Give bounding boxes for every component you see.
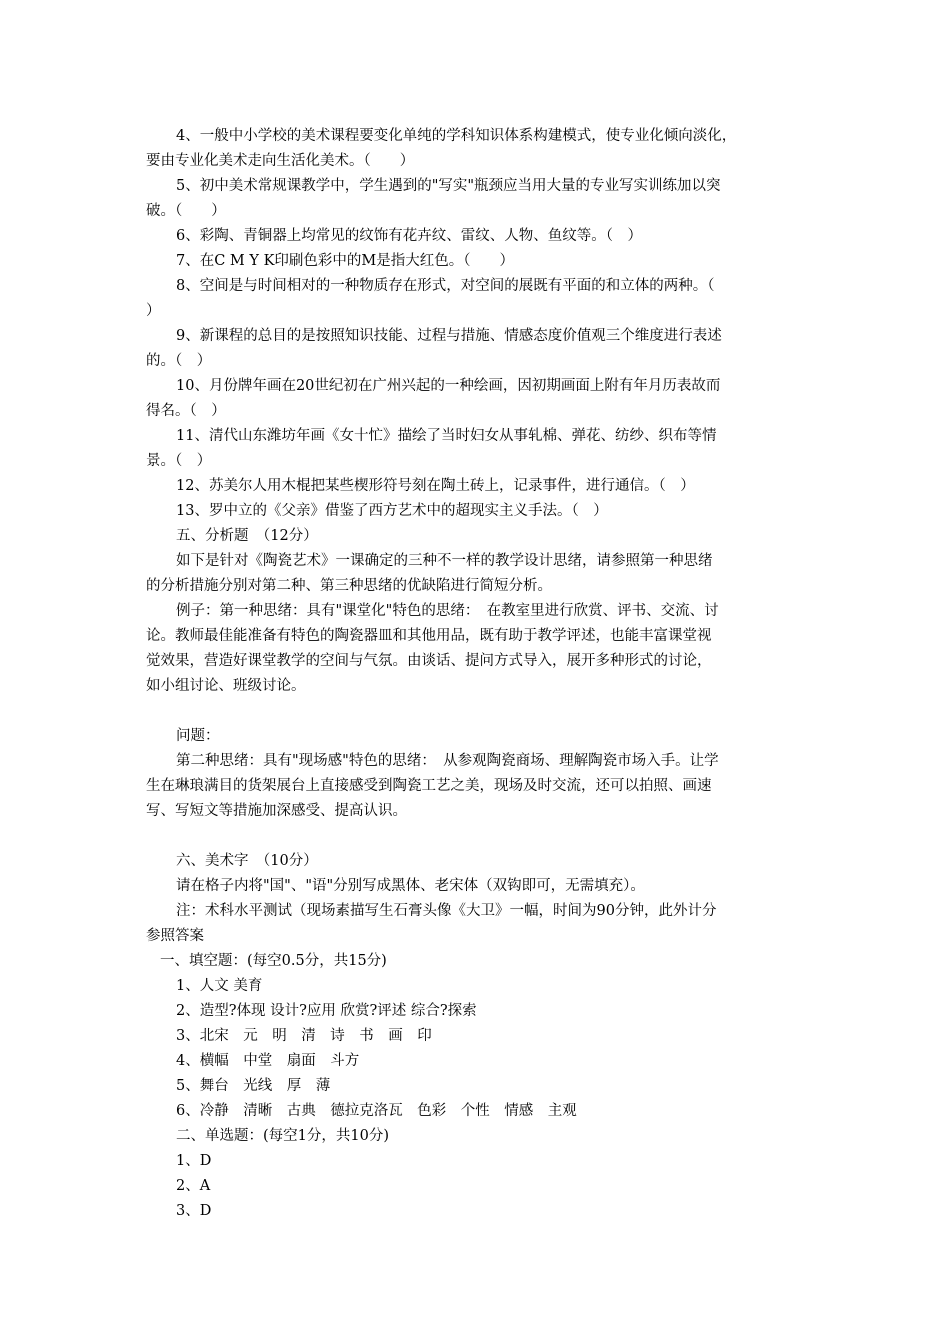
text-line: 注：术科水平测试（现场素描写生石膏头像《大卫》一幅，时间为90分钟，此外计分 bbox=[176, 903, 717, 919]
text-line: 1、D bbox=[176, 1153, 212, 1169]
text-line: 觉效果，营造好课堂教学的空间与气氛。由谈话、提问方式导入，展开多种形式的讨论， bbox=[146, 653, 712, 669]
text-line: 11、清代山东潍坊年画《女十忙》描绘了当时妇女从事轧棉、弹花、纺纱、织布等情 bbox=[176, 428, 717, 444]
text-line: 2、造型?体现 设计?应用 欣赏?评述 综合?探索 bbox=[176, 1003, 477, 1019]
text-line: 12、苏美尔人用木棍把某些楔形符号刻在陶土砖上，记录事件，进行通信。（ ） bbox=[176, 478, 695, 494]
text-line: 3、北宋 元 明 清 诗 书 画 印 bbox=[176, 1028, 432, 1044]
text-line: 例子：第一种思绪：具有"课堂化"特色的思绪： 在教室里进行欣赏、评书、交流、讨 bbox=[176, 603, 719, 619]
text-line: 13、罗中立的《父亲》借鉴了西方艺术中的超现实主义手法。（ ） bbox=[176, 503, 608, 519]
text-line: 10、月份牌年画在20世纪初在广州兴起的一种绘画，因初期画面上附有年月历表故而 bbox=[176, 378, 721, 394]
text-line: 5、初中美术常规课教学中，学生遇到的"写实"瓶颈应当用大量的专业写实训练加以突 bbox=[176, 178, 721, 194]
text-line: 1、人文 美育 bbox=[176, 978, 263, 994]
text-line: 4、横幅 中堂 扇面 斗方 bbox=[176, 1053, 360, 1069]
text-line: 六、美术字 （10分） bbox=[176, 853, 318, 869]
text-line: 5、舞台 光线 厚 薄 bbox=[176, 1078, 331, 1094]
text-line: 二、单选题：(每空1分，共10分) bbox=[176, 1128, 389, 1144]
text-line: 9、新课程的总目的是按照知识技能、过程与措施、情感态度价值观三个维度进行表述 bbox=[176, 328, 722, 344]
text-line: 如小组讨论、班级讨论。 bbox=[146, 678, 306, 694]
text-line: 第二种思绪：具有"现场感"特色的思绪： 从参观陶瓷商场、理解陶瓷市场入手。让学 bbox=[176, 753, 719, 769]
text-line: 如下是针对《陶瓷艺术》一课确定的三种不一样的教学设计思绪，请参照第一种思绪 bbox=[176, 553, 713, 569]
text-line: 6、冷静 清晰 古典 德拉克洛瓦 色彩 个性 情感 主观 bbox=[176, 1103, 577, 1119]
text-line: 要由专业化美术走向生活化美术。（ ） bbox=[146, 153, 415, 169]
text-line: 破。（ ） bbox=[146, 203, 226, 219]
text-line: 参照答案 bbox=[146, 928, 204, 944]
document-body bbox=[146, 124, 816, 1224]
text-line: 8、空间是与时间相对的一种物质存在形式，对空间的展既有平面的和立体的两种。（ bbox=[176, 278, 715, 294]
text-line: 一、填空题：(每空0.5分，共15分) bbox=[160, 953, 387, 969]
blank-line bbox=[146, 824, 816, 849]
text-line: 4、一般中小学校的美术课程要变化单纯的学科知识体系构建模式，使专业化倾向淡化， bbox=[176, 128, 737, 144]
text-line: 景。（ ） bbox=[146, 453, 212, 469]
text-line: 得名。（ ） bbox=[146, 403, 226, 419]
blank-line bbox=[146, 699, 816, 724]
text-line: 的。（ ） bbox=[146, 353, 212, 369]
text-line: 6、彩陶、青铜器上均常见的纹饰有花卉纹、雷纹、人物、鱼纹等。（ ） bbox=[176, 228, 642, 244]
text-line: 3、D bbox=[176, 1203, 212, 1219]
text-line: 7、在C M Y K印刷色彩中的M是指大红色。（ ） bbox=[176, 253, 514, 269]
text-line: 2、A bbox=[176, 1178, 211, 1194]
text-line: 请在格子内将"国"、"语"分别写成黑体、老宋体（双钩即可，无需填充）。 bbox=[176, 878, 645, 894]
text-line: 写、写短文等措施加深感受、提高认识。 bbox=[146, 803, 407, 819]
text-line: 的分析措施分别对第二种、第三种思绪的优缺陷进行简短分析。 bbox=[146, 578, 552, 594]
text-line: ） bbox=[146, 303, 161, 319]
text-line: 论。教师最佳能准备有特色的陶瓷器皿和其他用品，既有助于教学评述，也能丰富课堂视 bbox=[146, 628, 712, 644]
text-line: 问题： bbox=[176, 728, 220, 744]
text-line: 五、分析题 （12分） bbox=[176, 528, 318, 544]
text-line: 生在琳琅满目的货架展台上直接感受到陶瓷工艺之美，现场及时交流，还可以拍照、画速 bbox=[146, 778, 712, 794]
